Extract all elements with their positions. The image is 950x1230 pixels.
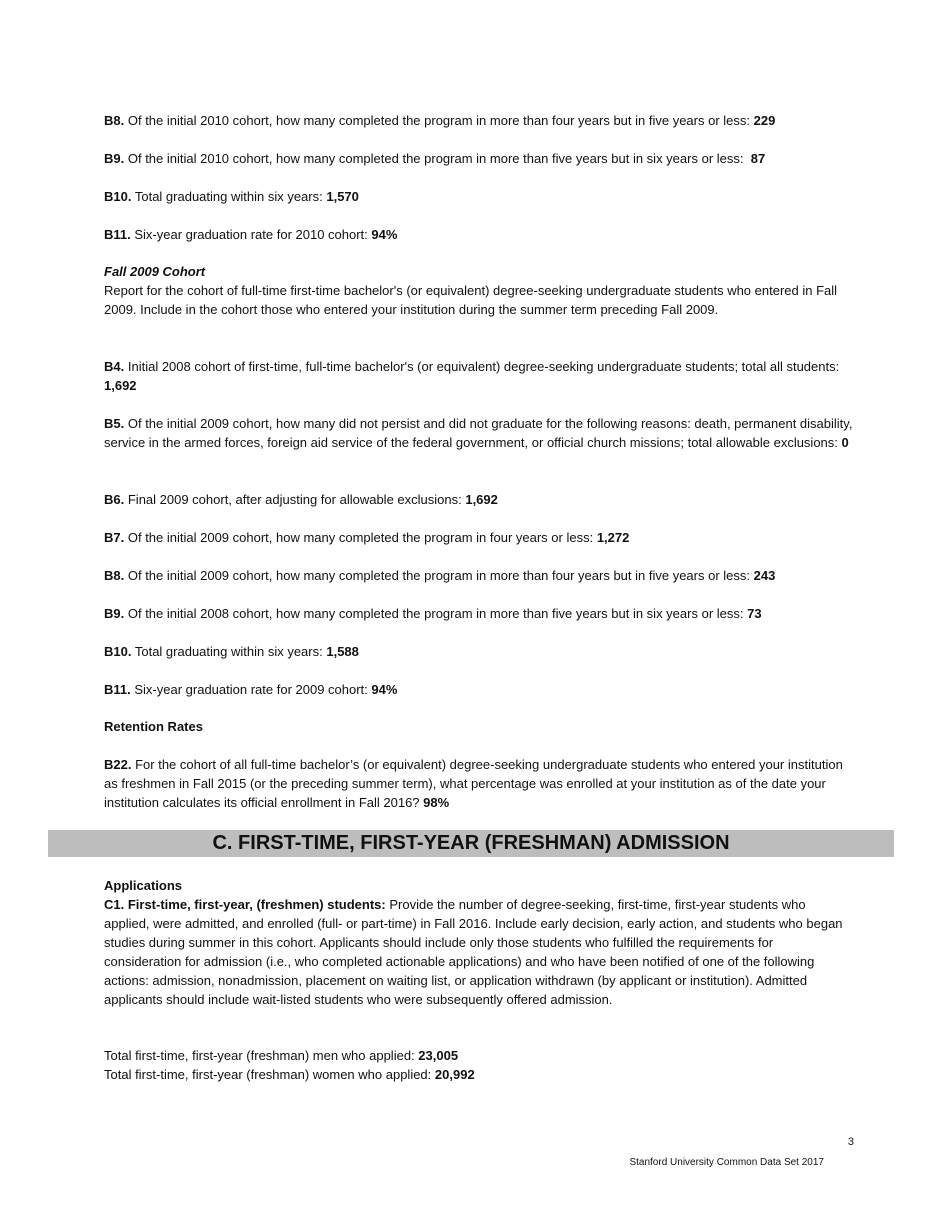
cohort-2009-intro: Report for the cohort of full-time first-time bachelor's (or equivalent) degree-seeking undergraduate students who entered in Fall 2009. Include in the cohort those who entered your institution during the summer term preceding Fall 2009. xyxy=(104,283,838,317)
men-applied-line xyxy=(104,1046,854,1065)
item-label: B6. xyxy=(104,492,125,507)
item-value: 1,692 xyxy=(465,492,498,507)
item-label: B11. xyxy=(104,682,131,697)
item-value: 1,570 xyxy=(326,189,359,204)
item-value: 0 xyxy=(841,435,849,450)
page-number: 3 xyxy=(847,1136,854,1148)
item-b8-2010 xyxy=(104,111,854,130)
item-label: B5. xyxy=(104,416,125,431)
section-c-banner: C. FIRST-TIME, FIRST-YEAR (FRESHMAN) ADMISSION xyxy=(48,830,894,857)
item-label: B10. xyxy=(104,189,132,204)
item-b5-2009 xyxy=(104,414,854,452)
item-text: Initial 2008 cohort of first-time, full-time bachelor's (or equivalent) degree-seeking undergraduate students; total all students: xyxy=(127,359,840,374)
item-text: Of the initial 2008 cohort, how many completed the program in more than five years but in six years or less: xyxy=(127,606,744,621)
item-value: 73 xyxy=(747,606,762,621)
item-value: 229 xyxy=(753,113,776,128)
footer-source: Stanford University Common Data Set 2017 xyxy=(629,1157,824,1168)
item-b8-2009 xyxy=(104,566,854,585)
item-b7-2009 xyxy=(104,528,854,547)
item-value: 1,588 xyxy=(326,644,359,659)
cohort-2009-heading: Fall 2009 Cohort xyxy=(104,264,206,279)
item-text: Final 2009 cohort, after adjusting for allowable exclusions: xyxy=(127,492,462,507)
item-b11-2009 xyxy=(104,680,854,699)
item-text: Of the initial 2009 cohort, how many completed the program in four years or less: xyxy=(127,530,594,545)
item-label: B7. xyxy=(104,530,125,545)
women-applied-line xyxy=(104,1065,854,1084)
item-text: Six-year graduation rate for 2010 cohort: xyxy=(134,227,368,242)
item-text: Total graduating within six years: xyxy=(134,189,323,204)
item-value: 94% xyxy=(371,227,398,242)
item-value: 94% xyxy=(371,682,398,697)
item-value: 98% xyxy=(423,795,450,810)
item-text: For the cohort of all full-time bachelor’s (or equivalent) degree-seeking undergraduate students who entered your institution as freshmen in Fall 2015 (or the preceding summer term), what percentage was enrolled at your institution as of the date your institution calculates its official enrollment in Fall 2016? xyxy=(104,757,843,810)
item-text: Six-year graduation rate for 2009 cohort: xyxy=(134,682,368,697)
item-text: Total first-time, first-year (freshman) women who applied: xyxy=(104,1067,432,1082)
item-text: Of the initial 2009 cohort, how many completed the program in more than four years but in five years or less: xyxy=(127,568,750,583)
item-b22 xyxy=(104,755,854,812)
item-label: B8. xyxy=(104,568,125,583)
item-value: 1,692 xyxy=(104,378,137,393)
applications-heading: Applications xyxy=(104,878,183,893)
item-c1 xyxy=(104,895,854,1009)
item-value: 1,272 xyxy=(596,530,630,545)
item-label: B11. xyxy=(104,227,131,242)
item-text: Provide the number of degree-seeking, first-time, first-year students who applied, were admitted, and enrolled (full- or part-time) in Fall 2016. Include early decision, early action, and students who began studies during summer in this cohort. Applicants should include only those students who fulfilled the requirements for consideration for admission (i.e., who completed actionable applications) and who have been notified of one of the following actions: admission, nonadmission, placement on waiting list, or application withdrawn (by applicant or institution). Admitted applicants should include wait-listed students who were subsequently offered admission. xyxy=(104,897,843,1007)
item-b11-2010 xyxy=(104,225,854,244)
item-b10-2009 xyxy=(104,642,854,661)
item-b4-2009 xyxy=(104,357,854,395)
item-value: 23,005 xyxy=(418,1048,459,1063)
item-label: B4. xyxy=(104,359,125,374)
item-label: C1. First-time, first-year, (freshmen) students: xyxy=(104,897,386,912)
item-b6-2009 xyxy=(104,490,854,509)
retention-heading: Retention Rates xyxy=(104,719,203,734)
item-label: B9. xyxy=(104,606,125,621)
item-b10-2010 xyxy=(104,187,854,206)
item-value: 87 xyxy=(750,151,766,166)
item-label: B22. xyxy=(104,757,132,772)
item-b9-2010 xyxy=(104,149,854,168)
item-text: Total first-time, first-year (freshman) men who applied: xyxy=(104,1048,415,1063)
item-b9-2009 xyxy=(104,604,854,623)
item-text: Of the initial 2010 cohort, how many completed the program in more than four years but in five years or less: xyxy=(127,113,750,128)
item-label: B8. xyxy=(104,113,125,128)
item-value: 243 xyxy=(753,568,776,583)
item-text: Of the initial 2009 cohort, how many did not persist and did not graduate for the following reasons: death, permanent disability, service in the armed forces, foreign aid service of the federal government, or official church missions; total allowable exclusions: xyxy=(104,416,853,450)
item-label: B10. xyxy=(104,644,132,659)
item-text: Of the initial 2010 cohort, how many completed the program in more than five years but in six years or less: xyxy=(127,151,744,166)
item-text: Total graduating within six years: xyxy=(134,644,323,659)
item-label: B9. xyxy=(104,151,125,166)
item-value: 20,992 xyxy=(434,1067,475,1082)
